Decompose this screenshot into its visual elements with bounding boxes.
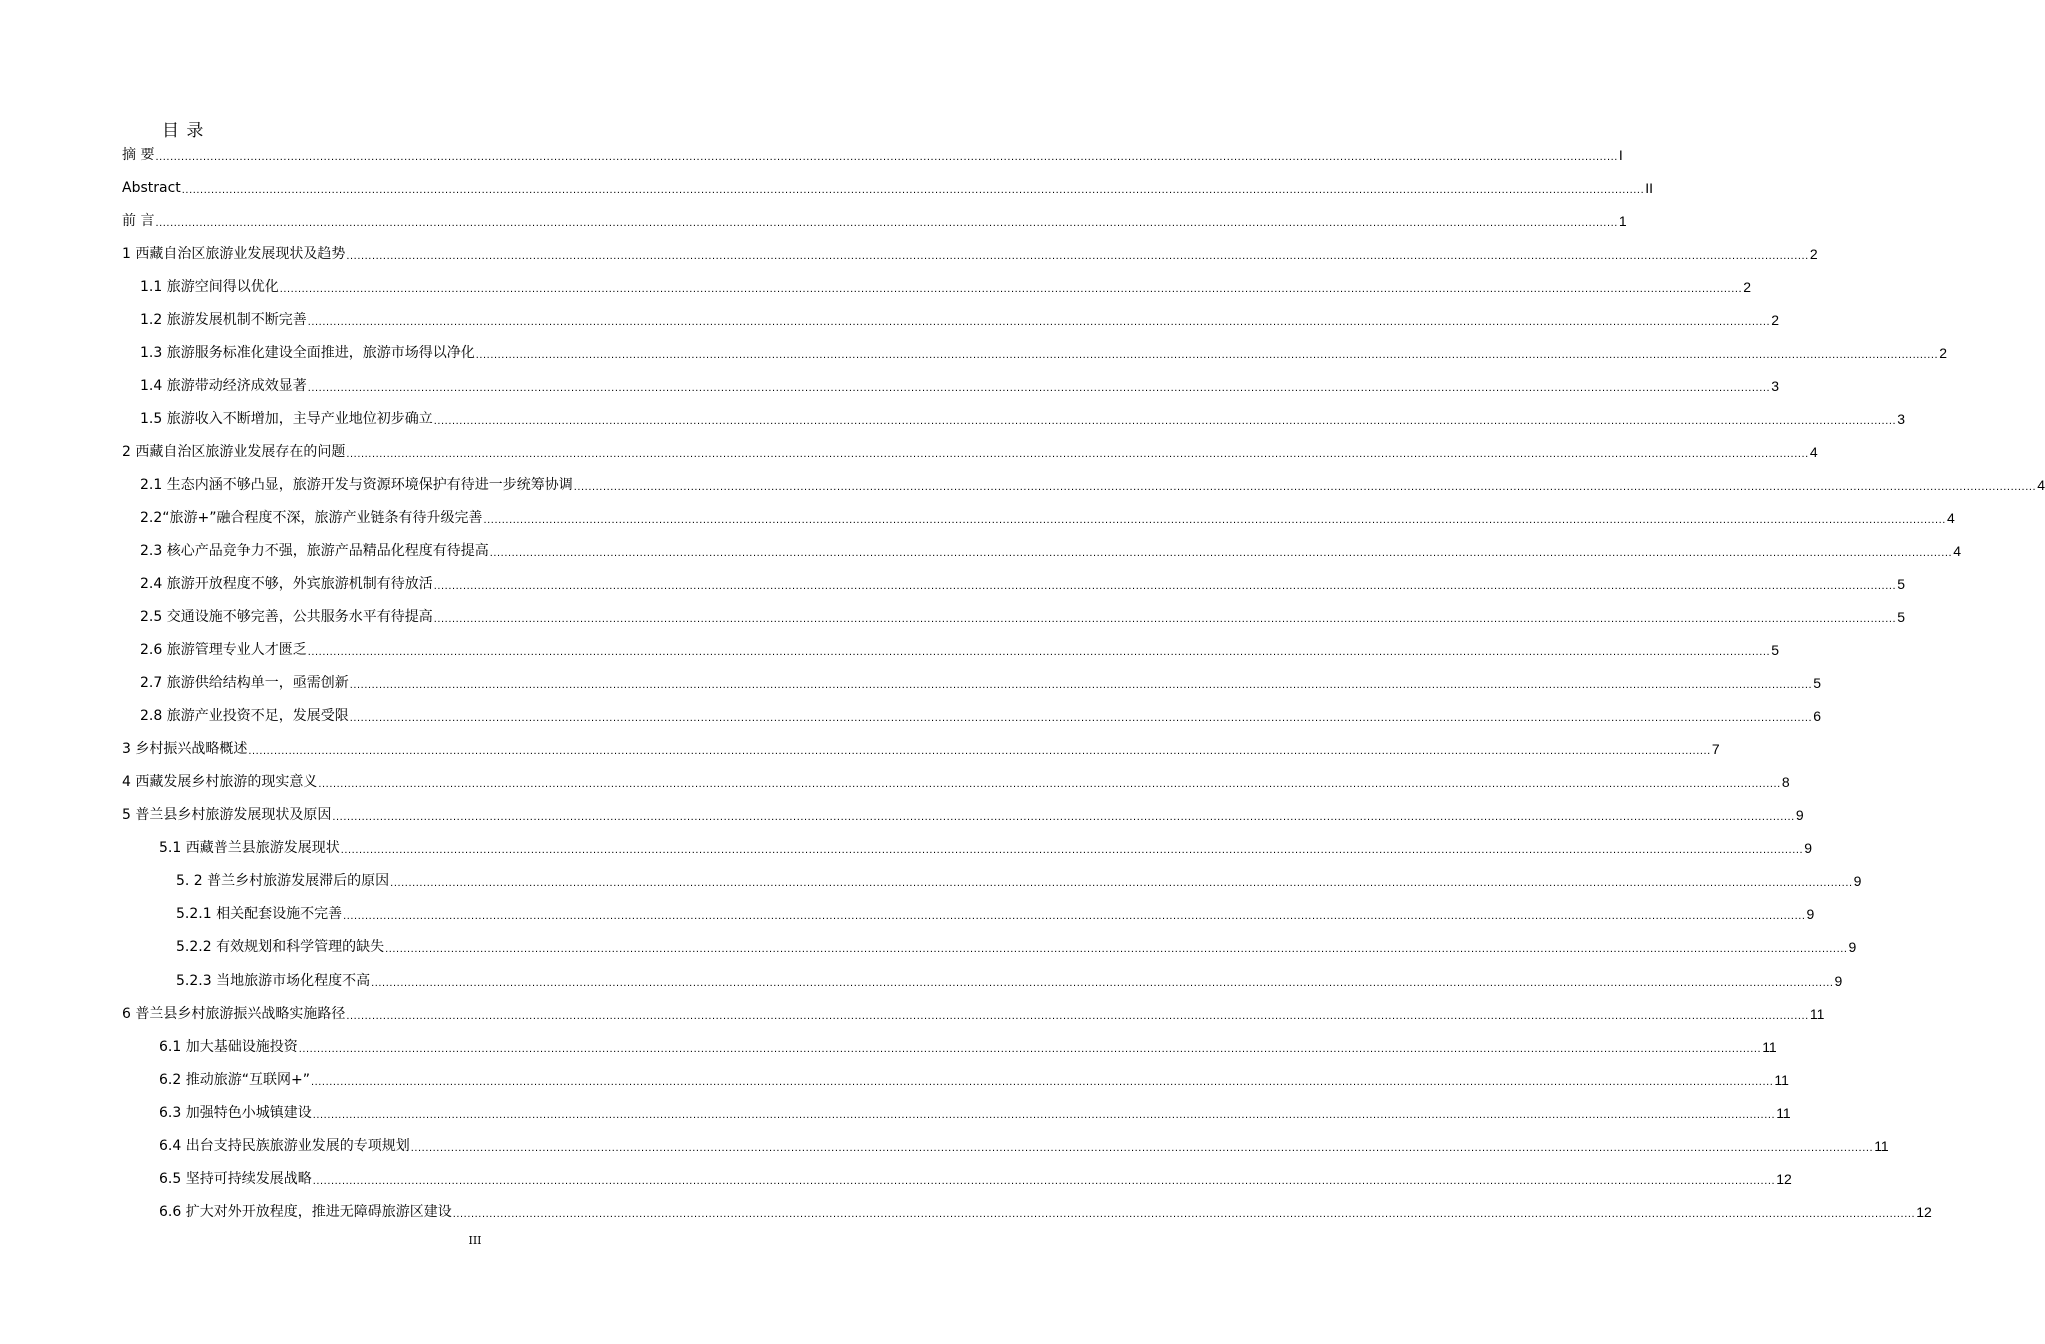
toc-entry-page: 4 [2037, 477, 2045, 494]
toc-entry[interactable] [122, 142, 1623, 164]
toc-entry[interactable] [122, 736, 1720, 758]
dot-leader: ................................................................................................................................................................................................................................................................................................................................................................................................................ [279, 283, 1743, 296]
toc-entry[interactable] [122, 802, 1804, 824]
toc-entry-label: 6 普兰县乡村旅游振兴战略实施路径 [122, 1005, 346, 1022]
toc-entry-page: 9 [1848, 939, 1857, 956]
toc-entry-label: 6.1 加大基础设施投资 [159, 1038, 298, 1055]
toc-entry-label: 2 西藏自治区旅游业发展存在的问题 [122, 444, 346, 461]
dot-leader: ................................................................................................................................................................................................................................................................................................................................................................................................................ [307, 382, 1771, 395]
dot-leader: ................................................................................................................................................................................................................................................................................................................................................................................................................ [433, 415, 1897, 428]
page-number: III [468, 1234, 482, 1247]
toc-entry[interactable] [176, 868, 1862, 890]
toc-entry[interactable] [140, 505, 1955, 527]
toc-title: 目 录 [162, 121, 205, 141]
toc-entry[interactable] [140, 340, 1947, 362]
toc-entry-page: 9 [1806, 906, 1815, 923]
toc-entry-label: 1.3 旅游服务标准化建设全面推进，旅游市场得以净化 [140, 345, 475, 362]
dot-leader: ................................................................................................................................................................................................................................................................................................................................................................................................................ [318, 778, 1781, 791]
dot-leader: ................................................................................................................................................................................................................................................................................................................................................................................................................ [155, 151, 1618, 163]
toc-entry-page: 5 [1897, 609, 1905, 626]
toc-entry-label: 1.4 旅游带动经济成效显著 [140, 378, 307, 395]
dot-leader: ................................................................................................................................................................................................................................................................................................................................................................................................................ [349, 679, 1813, 692]
toc-entry[interactable] [159, 835, 1812, 857]
toc-entry-label: 前 言 [122, 213, 155, 230]
dot-leader: ................................................................................................................................................................................................................................................................................................................................................................................................................ [452, 1207, 1916, 1220]
toc-entry-label: 6.3 加强特色小城镇建设 [159, 1104, 312, 1121]
toc-entry-page: 11 [1776, 1104, 1791, 1121]
dot-leader: ................................................................................................................................................................................................................................................................................................................................................................................................................ [181, 184, 1645, 197]
toc-entry-page: 5 [1897, 576, 1905, 593]
toc-entry[interactable] [140, 637, 1779, 659]
dot-leader: ................................................................................................................................................................................................................................................................................................................................................................................................................ [385, 943, 1848, 956]
toc-entry[interactable] [122, 208, 1627, 230]
dot-leader: ................................................................................................................................................................................................................................................................................................................................................................................................................ [340, 844, 1804, 857]
toc-entry-label: 2.1 生态内涵不够凸显，旅游开发与资源环境保护有待进一步统筹协调 [140, 477, 573, 494]
toc-entry[interactable] [176, 934, 1857, 956]
toc-entry[interactable] [140, 571, 1905, 593]
toc-entry[interactable] [122, 769, 1790, 791]
toc-entry-label: 2.2“旅游+”融合程度不深，旅游产业链条有待升级完善 [140, 510, 483, 527]
toc-entry-label: 5. 2 普兰乡村旅游发展滞后的原因 [176, 873, 390, 890]
toc-entry-label: 4 西藏发展乡村旅游的现实意义 [122, 774, 318, 791]
toc-entry[interactable] [159, 1100, 1791, 1122]
toc-entry-label: 2.5 交通设施不够完善，公共服务水平有待提高 [140, 609, 433, 626]
toc-entry[interactable] [140, 472, 2045, 494]
toc-entry-label: 3 乡村振兴战略概述 [122, 741, 248, 758]
toc-entry[interactable] [140, 406, 1905, 428]
toc-entry-label: 6.5 坚持可持续发展战略 [159, 1170, 312, 1187]
toc-entry[interactable] [140, 604, 1905, 626]
toc-entry[interactable] [122, 175, 1654, 197]
toc-entry-page: 8 [1781, 774, 1790, 791]
toc-entry[interactable] [176, 901, 1815, 923]
dot-leader: ................................................................................................................................................................................................................................................................................................................................................................................................................ [573, 481, 2037, 494]
toc-entry-page: II [1645, 180, 1654, 197]
toc-entry-label: 2.8 旅游产业投资不足，发展受限 [140, 708, 349, 725]
dot-leader: ................................................................................................................................................................................................................................................................................................................................................................................................................ [371, 976, 1834, 989]
toc-entry-page: 2 [1939, 345, 1947, 362]
dot-leader: ................................................................................................................................................................................................................................................................................................................................................................................................................ [155, 217, 1618, 230]
toc-entry[interactable] [122, 241, 1818, 263]
dot-leader: ................................................................................................................................................................................................................................................................................................................................................................................................................ [332, 811, 1795, 824]
toc-entry-page: 2 [1771, 312, 1779, 329]
dot-leader: ................................................................................................................................................................................................................................................................................................................................................................................................................ [312, 1174, 1776, 1187]
toc-entry-label: 6.4 出台支持民族旅游业发展的专项规划 [159, 1137, 410, 1154]
toc-entry-label: 5.2.3 当地旅游市场化程度不高 [176, 972, 371, 989]
toc-entry-page: 5 [1813, 675, 1821, 692]
toc-entry-label: 2.3 核心产品竞争力不强，旅游产品精品化程度有待提高 [140, 543, 489, 560]
dot-leader: ................................................................................................................................................................................................................................................................................................................................................................................................................ [410, 1141, 1874, 1154]
toc-entry-label: 2.4 旅游开放程度不够，外宾旅游机制有待放活 [140, 576, 433, 593]
dot-leader: ................................................................................................................................................................................................................................................................................................................................................................................................................ [307, 316, 1771, 329]
dot-leader: ................................................................................................................................................................................................................................................................................................................................................................................................................ [346, 448, 1809, 461]
toc-entry-page: 3 [1897, 411, 1905, 428]
toc-entry-page: 6 [1813, 708, 1821, 725]
toc-entry-label: 5 普兰县乡村旅游发展现状及原因 [122, 807, 332, 824]
toc-entry-page: 9 [1804, 840, 1812, 857]
toc-entry[interactable] [159, 1133, 1889, 1155]
toc-entry-page: 9 [1795, 807, 1804, 824]
toc-entry-page: 4 [1953, 543, 1961, 560]
toc-entry-page: 2 [1809, 246, 1818, 263]
toc-entry-label: 5.2.1 相关配套设施不完善 [176, 906, 343, 923]
toc-entry-page: 9 [1853, 873, 1862, 890]
toc-entry[interactable] [159, 1067, 1789, 1089]
toc-entry-page: 11 [1762, 1038, 1777, 1055]
dot-leader: ................................................................................................................................................................................................................................................................................................................................................................................................................ [248, 745, 1711, 758]
toc-entry-page: 5 [1771, 642, 1779, 659]
toc-entry[interactable] [140, 307, 1779, 329]
dot-leader: ................................................................................................................................................................................................................................................................................................................................................................................................................ [307, 646, 1771, 659]
toc-entry-page: 11 [1809, 1005, 1825, 1022]
toc-entry-page: 11 [1774, 1071, 1789, 1088]
dot-leader: ................................................................................................................................................................................................................................................................................................................................................................................................................ [343, 910, 1806, 923]
toc-entry-page: I [1618, 147, 1623, 163]
toc-entry-label: 2.7 旅游供给结构单一，亟需创新 [140, 675, 349, 692]
toc-entry[interactable] [140, 670, 1821, 692]
dot-leader: ................................................................................................................................................................................................................................................................................................................................................................................................................ [475, 349, 1939, 362]
dot-leader: ................................................................................................................................................................................................................................................................................................................................................................................................................ [489, 547, 1953, 560]
dot-leader: ................................................................................................................................................................................................................................................................................................................................................................................................................ [390, 877, 1853, 890]
toc-entry[interactable] [159, 1166, 1792, 1188]
toc-entry-label: 6.6 扩大对外开放程度，推进无障碍旅游区建设 [159, 1203, 452, 1220]
dot-leader: ................................................................................................................................................................................................................................................................................................................................................................................................................ [483, 514, 1946, 527]
toc-entry-page: 4 [1809, 444, 1818, 461]
toc-entry-label: 摘 要 [122, 147, 155, 163]
toc-entry-label: 5.2.2 有效规划和科学管理的缺失 [176, 939, 385, 956]
toc-entry-page: 11 [1874, 1137, 1889, 1154]
toc-entry-label: Abstract [122, 180, 181, 197]
dot-leader: ................................................................................................................................................................................................................................................................................................................................................................................................................ [433, 613, 1897, 626]
dot-leader: ................................................................................................................................................................................................................................................................................................................................................................................................................ [312, 1108, 1776, 1121]
toc-entry-label: 1.2 旅游发展机制不断完善 [140, 312, 307, 329]
dot-leader: ................................................................................................................................................................................................................................................................................................................................................................................................................ [433, 580, 1897, 593]
toc-entry-page: 4 [1946, 510, 1955, 527]
toc-entry-label: 6.2 推动旅游“互联网+” [159, 1071, 310, 1088]
dot-leader: ................................................................................................................................................................................................................................................................................................................................................................................................................ [346, 1009, 1809, 1022]
toc-entry-page: 7 [1711, 741, 1720, 758]
toc-entry-label: 1.5 旅游收入不断增加，主导产业地位初步确立 [140, 411, 433, 428]
toc-entry-label: 1 西藏自治区旅游业发展现状及趋势 [122, 246, 346, 263]
dot-leader: ................................................................................................................................................................................................................................................................................................................................................................................................................ [310, 1075, 1774, 1088]
toc-entry[interactable] [140, 274, 1751, 296]
toc-entry[interactable] [140, 703, 1821, 725]
toc-entry-page: 12 [1776, 1170, 1792, 1187]
toc-entry[interactable] [140, 538, 1961, 560]
toc-entry-label: 2.6 旅游管理专业人才匮乏 [140, 642, 307, 659]
toc-entry[interactable] [159, 1034, 1777, 1056]
toc-entry-page: 2 [1743, 279, 1751, 296]
toc-entry[interactable] [122, 1001, 1825, 1023]
toc-entry[interactable] [140, 373, 1779, 395]
toc-entry-label: 5.1 西藏普兰县旅游发展现状 [159, 840, 340, 857]
dot-leader: ................................................................................................................................................................................................................................................................................................................................................................................................................ [346, 250, 1809, 263]
toc-entry-page: 1 [1618, 213, 1627, 230]
toc-entry[interactable] [122, 439, 1818, 461]
toc-entry-page: 12 [1916, 1203, 1932, 1220]
dot-leader: ................................................................................................................................................................................................................................................................................................................................................................................................................ [349, 712, 1813, 725]
dot-leader: ................................................................................................................................................................................................................................................................................................................................................................................................................ [298, 1042, 1762, 1055]
toc-entry[interactable] [159, 1199, 1932, 1221]
toc-entry-label: 1.1 旅游空间得以优化 [140, 279, 279, 296]
toc-entry[interactable] [176, 968, 1843, 990]
toc-entry-page: 3 [1771, 378, 1779, 395]
toc-entry-page: 9 [1834, 972, 1843, 989]
